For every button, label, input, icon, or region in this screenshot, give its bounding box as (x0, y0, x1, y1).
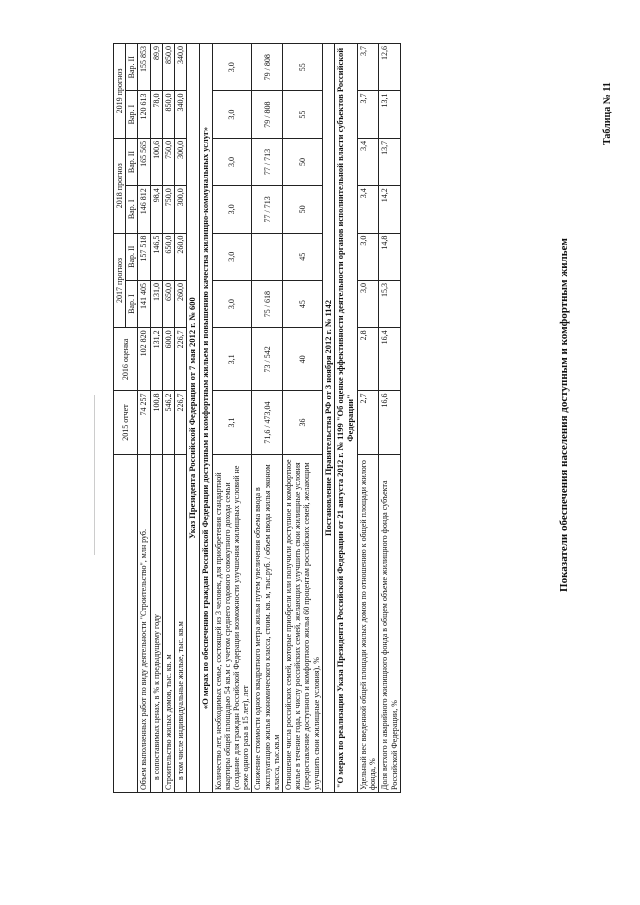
row-label: Доля ветхого и аварийного жилищного фонда в общем объеме жилищного фонда субъекта Российской Федерации, % (379, 454, 400, 792)
cell-value (252, 233, 283, 280)
row-label: Удельный вес введенной общей площади жилых домов по отношению к общей площади жилого фонда, % (358, 454, 379, 792)
table-row (252, 44, 283, 793)
cell-value: 650,0 (162, 280, 174, 327)
section-2-subtitle: "О мерах по реализации Указа Президента Российской Федерации от 21 августа 2012 г. № 1199 "Об оценке эффективности деятельности органов исполнительной власти субъектов Российской Федерации" (335, 44, 358, 793)
cell-value: 850,0 (162, 91, 174, 138)
cell-value: 13,7 (379, 138, 400, 185)
cell-value: 73 / 542 (252, 328, 283, 391)
cell-value: 850,0 (162, 44, 174, 91)
cell-value: 3,1 (212, 391, 252, 454)
cell-value: 3,4 (358, 138, 379, 185)
cell-value: 100,6 (150, 138, 162, 185)
row-label: Объем выполненных работ по виду деятельности "Строительство", млн руб. (138, 454, 150, 792)
var1-2019: Вар. I (126, 91, 138, 138)
cell-value: 79 / 808 (252, 91, 283, 138)
table-row (150, 44, 162, 793)
row-label: в сопоставимых ценах, в % к предыдущему году (150, 454, 162, 792)
cell-value: 102 820 (138, 328, 150, 391)
cell-value: 98,4 (150, 186, 162, 233)
cell-value: 79 / 808 (252, 44, 283, 91)
cell-value: 141 405 (138, 280, 150, 327)
cell-value: 3,0 (212, 138, 252, 185)
var2-2019: Вар. II (126, 44, 138, 91)
group-construction (138, 44, 187, 793)
cell-value: 74 257 (138, 391, 150, 454)
cell-value: 14,8 (379, 233, 400, 280)
cell-value: 2,8 (358, 328, 379, 391)
cell-value: 36 (282, 391, 322, 454)
var2-2017: Вар. II (126, 233, 138, 280)
cell-value: 3,7 (358, 91, 379, 138)
section-1 (187, 44, 213, 793)
row-label: Количество лет, необходимых семье, состоящей из 3 человек, для приобретения стандартной квартиры общей площадью 54 кв.м с учетом среднего годового совокупного дохода семьи (создание для граждан Российской Федерации возможности улучшения жилищных условий не реже одного раза в 15 лет), лет (212, 454, 252, 792)
cell-value: 146,5 (150, 233, 162, 280)
group-decree-600 (212, 44, 322, 793)
cell-value: 146 812 (138, 186, 150, 233)
header-row (114, 44, 126, 793)
table-row (138, 44, 150, 793)
cell-value: 120 613 (138, 91, 150, 138)
cell-value: 50 (282, 186, 322, 233)
cell-value: 55 (282, 44, 322, 91)
group-decree-1142 (358, 44, 401, 793)
table-number: Таблица № 11 (602, 82, 613, 145)
cell-value: 3,0 (358, 233, 379, 280)
col-2019: 2019 прогноз (114, 44, 126, 139)
table-row (358, 44, 379, 793)
cell-value: 131,2 (150, 328, 162, 391)
col-2016: 2016 оценка (114, 328, 138, 391)
cell-value: 3,0 (358, 280, 379, 327)
cell-value: 40 (282, 328, 322, 391)
cell-value: 50 (282, 138, 322, 185)
cell-value: 15,3 (379, 280, 400, 327)
cell-value: 3,0 (212, 233, 252, 280)
table-row (282, 44, 322, 793)
cell-value: 100,8 (150, 391, 162, 454)
cell-value: 600,0 (162, 328, 174, 391)
col-2017: 2017 прогноз (114, 233, 126, 328)
cell-value: 260,0 (174, 233, 186, 280)
col-2018: 2018 прогноз (114, 138, 126, 233)
row-label: Снижение стоимости одного квадратного метра жилья путем увеличения объема ввода в эксплуатацию жилья экономического класса, стоим. кв. м, тыс.руб. / объем ввода жилья эконом класса, тыс.кв.м (252, 454, 283, 792)
cell-value: 340,0 (174, 44, 186, 91)
cell-value: 3,7 (358, 44, 379, 91)
section-2 (322, 44, 357, 793)
cell-value: 77 / 713 (252, 138, 283, 185)
page-title: Показатели обеспечения населения доступным и комфортным жильем (558, 238, 570, 592)
cell-value: 750,0 (162, 138, 174, 185)
cell-value: 45 (282, 280, 322, 327)
cell-value: 55 (282, 91, 322, 138)
table-row (212, 44, 252, 793)
cell-value: 300,0 (174, 138, 186, 185)
cell-value: 3,0 (212, 186, 252, 233)
cell-value: 12,6 (379, 44, 400, 91)
cell-value: 3,0 (212, 280, 252, 327)
cell-value: 78,0 (150, 91, 162, 138)
var1-2017: Вар. I (126, 280, 138, 327)
indicators-table (113, 43, 401, 793)
col-2015: 2015 отчет (114, 391, 138, 454)
row-label: Отношение числа российских семей, которые приобрели или получили доступное и комфортное жилье в течение года, к числу российских семей, желающих улучшить свои жилищные условия (предоставление доступного и комфортного жилья 60 процентам российских семей, желающим улучшить свои жилищные условия), % (282, 454, 322, 792)
label-header (114, 454, 138, 792)
row-label: в том числе индивидуальные жилые, тыс. кв.м (174, 454, 186, 792)
table-row (162, 44, 174, 793)
cell-value: 89,9 (150, 44, 162, 91)
cell-value: 340,0 (174, 91, 186, 138)
var1-2018: Вар. I (126, 186, 138, 233)
cell-value: 2,7 (358, 391, 379, 454)
cell-value: 650,0 (162, 233, 174, 280)
section-2-title: Постановление Правительства РФ от 3 ноября 2012 г. № 1142 (322, 44, 335, 793)
cell-value: 226,7 (174, 391, 186, 454)
cell-value: 546,2 (162, 391, 174, 454)
section-1-title: Указ Президента Российской Федерации от 7 мая 2012 г. № 600 (187, 44, 200, 793)
cell-value: 16,6 (379, 391, 400, 454)
cell-value: 16,4 (379, 328, 400, 391)
cell-value: 750,0 (162, 186, 174, 233)
cell-value: 165 565 (138, 138, 150, 185)
cell-value: 3,0 (212, 91, 252, 138)
cell-value: 77 / 713 (252, 186, 283, 233)
cell-value: 71,6 / 473,04 (252, 391, 283, 454)
cell-value: 155 853 (138, 44, 150, 91)
cell-value: 45 (282, 233, 322, 280)
cell-value: 13,1 (379, 91, 400, 138)
cell-value: 300,0 (174, 186, 186, 233)
cell-value: 75 / 618 (252, 280, 283, 327)
table-row (379, 44, 400, 793)
table-row (174, 44, 186, 793)
cell-value: 157 518 (138, 233, 150, 280)
cell-value: 3,1 (212, 328, 252, 391)
cell-value: 226,7 (174, 328, 186, 391)
cell-value: 14,2 (379, 186, 400, 233)
divider-line (94, 395, 95, 555)
section-1-subtitle: «О мерах по обеспечению граждан Российской Федерации доступным и комфортным жильем и повышению качества жилищно-коммунальных услуг» (199, 44, 212, 793)
row-label: Строительство жилых домов, тыс. кв. м (162, 454, 174, 792)
cell-value: 131,0 (150, 280, 162, 327)
cell-value: 3,4 (358, 186, 379, 233)
cell-value: 3,0 (212, 44, 252, 91)
var2-2018: Вар. II (126, 138, 138, 185)
cell-value: 260,0 (174, 280, 186, 327)
